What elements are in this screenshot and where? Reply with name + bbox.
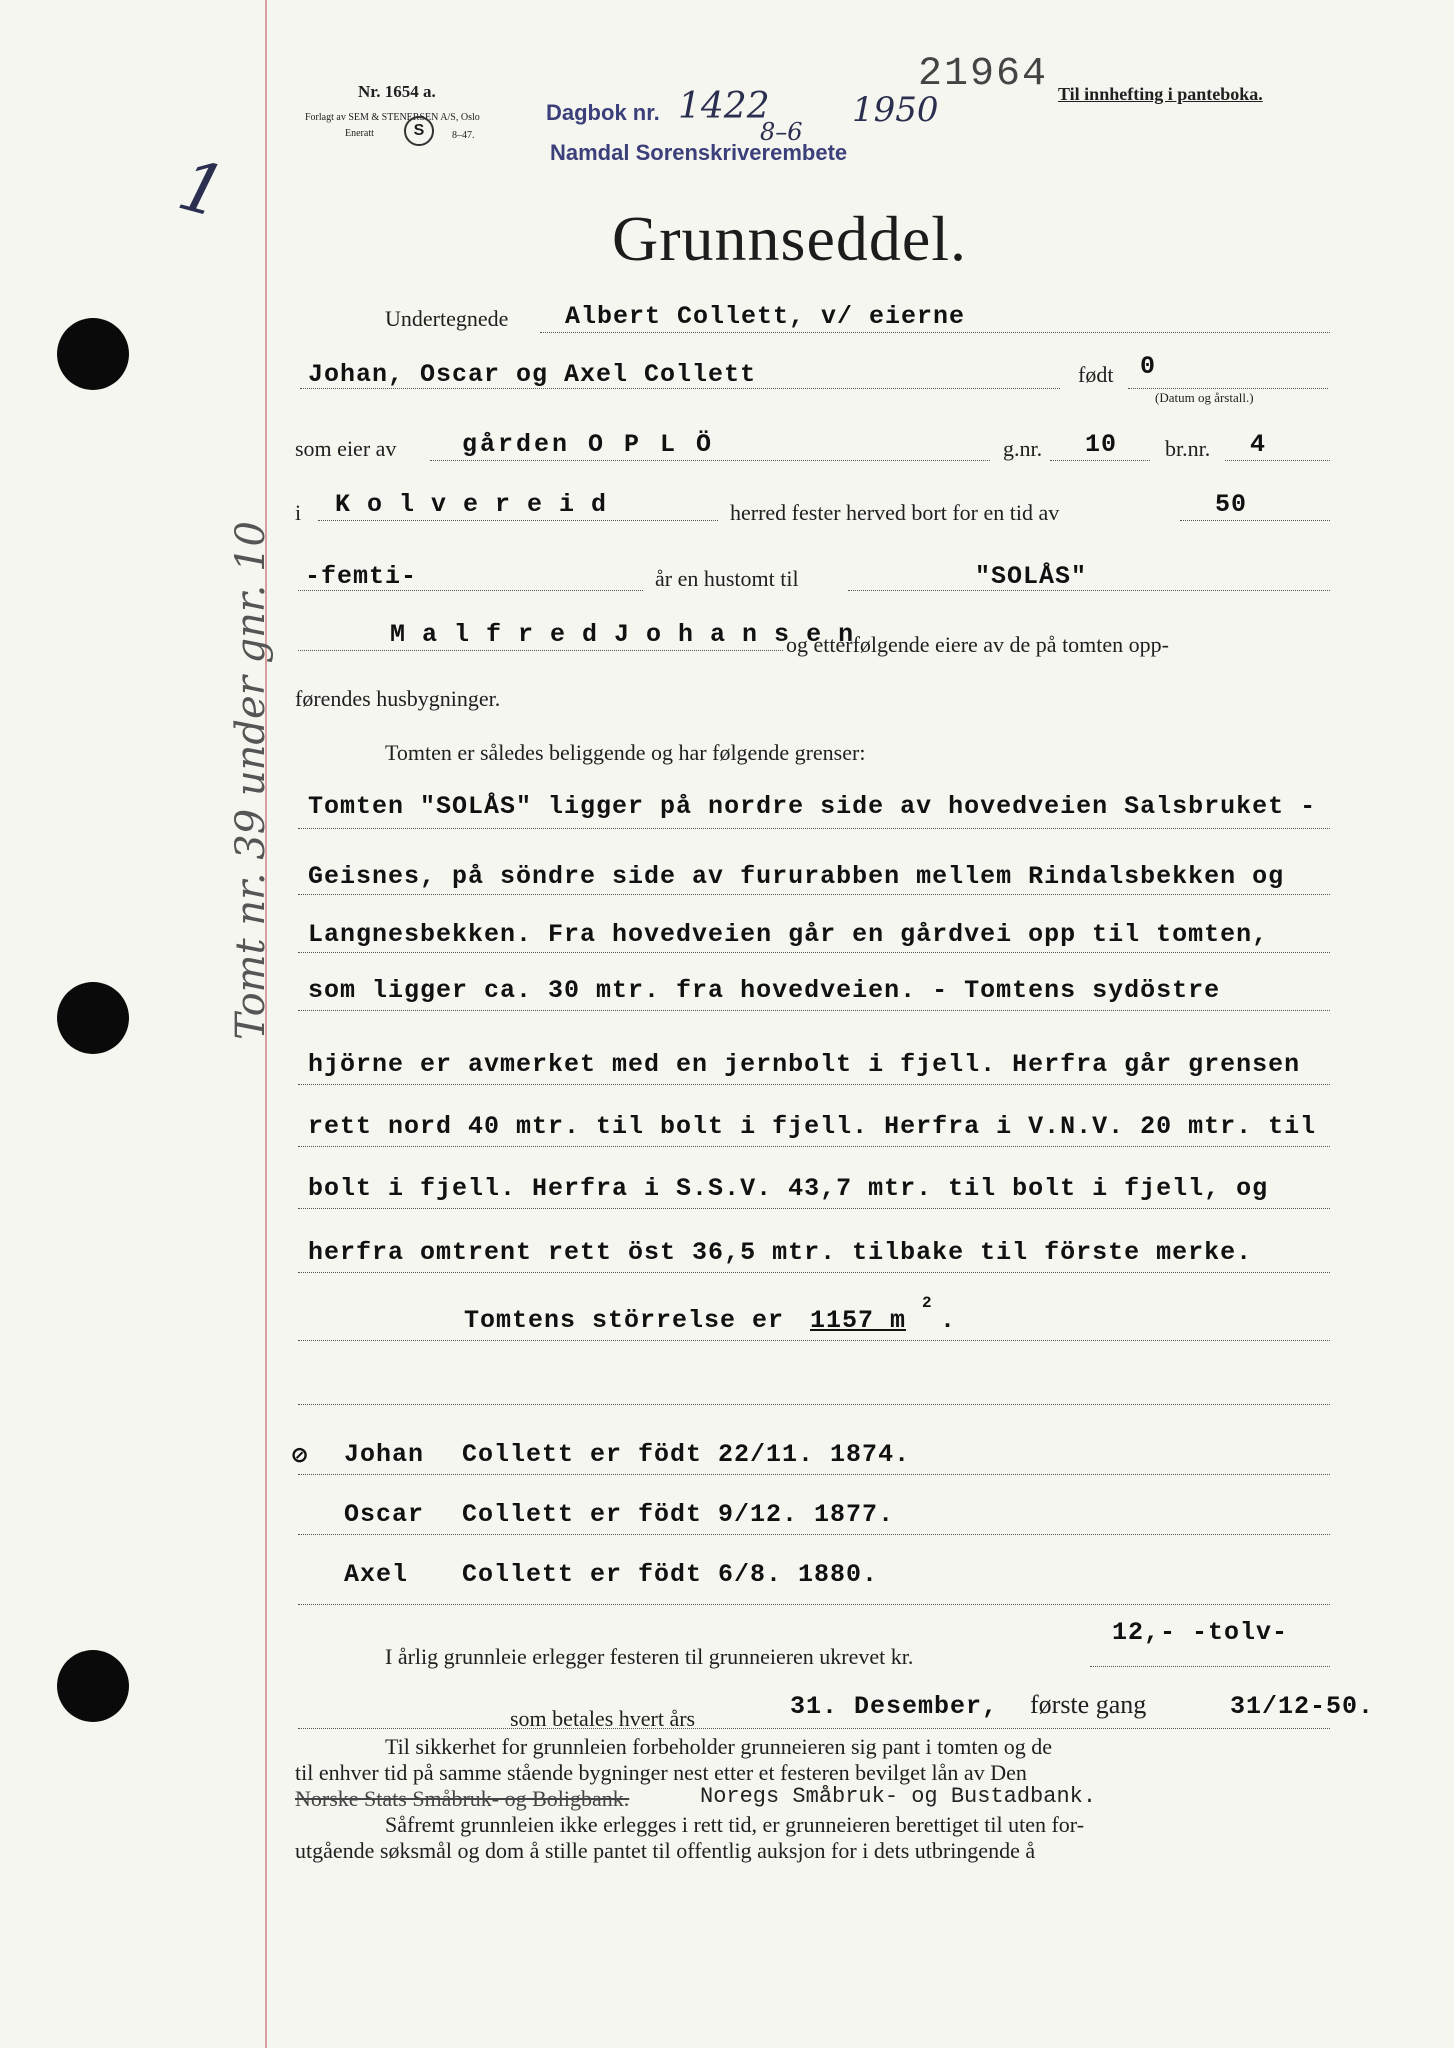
description-line: Tomten "SOLÅS" ligger på nordre side av hovedveien Salsbruket - xyxy=(308,792,1317,821)
footer-struck-bank: Norske Stats Småbruk- og Boligbank. xyxy=(295,1786,630,1811)
i-label: i xyxy=(295,500,302,525)
dotline xyxy=(1225,460,1330,461)
description-line: Geisnes, på söndre side av fururabben mellem Rindalsbekken og xyxy=(308,862,1285,891)
hustomt-label: år en hustomt til xyxy=(655,566,799,591)
document-title: Grunnseddel. xyxy=(612,203,968,274)
dotline xyxy=(318,520,718,521)
birth-name: Oscar xyxy=(344,1500,425,1529)
dotline xyxy=(1090,1666,1330,1667)
dotline xyxy=(298,1534,1330,1535)
size-end: . xyxy=(940,1306,957,1335)
dotline xyxy=(298,828,1330,829)
herred-value: K o l v e r e i d xyxy=(335,490,608,519)
birth-mark: ⊘ xyxy=(292,1442,309,1471)
stamp-year: 1950 xyxy=(852,90,939,130)
fodt-label: født xyxy=(1078,362,1114,387)
dotline xyxy=(298,650,783,651)
dotline xyxy=(1128,388,1328,389)
description-line: bolt i fjell. Herfra i S.S.V. 43,7 mtr. til bolt i fjell, og xyxy=(308,1174,1269,1203)
stamp-dagbok-label: Dagbok nr. xyxy=(546,100,660,125)
size-label: Tomtens störrelse er xyxy=(464,1306,785,1335)
dotline xyxy=(430,460,990,461)
dotline xyxy=(298,1728,1330,1729)
footer-p2-line2: utgående søksmål og dom å stille pantet til offentlig auksjon for i dets utbringende å xyxy=(295,1838,1036,1863)
etterfolgende-label: og etterfølgende eiere av de på tomten opp- xyxy=(786,632,1170,657)
publisher-date: 8–47. xyxy=(452,130,475,141)
years-words: -femti- xyxy=(305,562,418,591)
footer-typed-bank: Noregs Småbruk- og Bustadbank. xyxy=(700,1784,1097,1809)
eier-label: som eier av xyxy=(295,436,397,461)
betales-label: som betales hvert års xyxy=(510,1706,696,1731)
punch-hole-bottom xyxy=(57,1650,129,1722)
margin-note: Tomt nr. 39 under gnr. 10 xyxy=(228,521,274,1040)
tid-value: 50 xyxy=(1215,490,1248,519)
dotline xyxy=(540,332,1330,333)
hustomt-value: "SOLÅS" xyxy=(975,562,1088,591)
datum-label: (Datum og årstall.) xyxy=(1155,390,1254,405)
brnr-value: 4 xyxy=(1250,430,1267,459)
footer-p1-line2: til enhver tid på samme stående bygninger nest etter et festeren bevilget lån av Den xyxy=(295,1760,1027,1785)
til-innhefting: Til innhefting i panteboka. xyxy=(1058,84,1263,104)
punch-hole-top xyxy=(57,318,129,390)
publisher-logo: S xyxy=(404,116,434,146)
husbygninger-label: førendes husbygninger. xyxy=(295,686,501,711)
dotline xyxy=(1050,460,1150,461)
owners-value: Johan, Oscar og Axel Collett xyxy=(308,360,757,389)
birth-name: Axel xyxy=(344,1560,409,1589)
undertegnede-value: Albert Collett, v/ eierne xyxy=(565,302,966,331)
dotline xyxy=(298,1404,1330,1405)
dotline xyxy=(848,590,1330,591)
description-line: hjörne er avmerket med en jernbolt i fjell. Herfra går grensen xyxy=(308,1050,1301,1079)
description-line: rett nord 40 mtr. til bolt i fjell. Herfra i V.N.V. 20 mtr. til xyxy=(308,1112,1317,1141)
dotline xyxy=(298,894,1330,895)
brnr-label: br.nr. xyxy=(1165,436,1211,461)
dotline xyxy=(298,1604,1330,1605)
description-line: Langnesbekken. Fra hovedveien går en gårdvei opp til tomten, xyxy=(308,920,1269,949)
punch-hole-middle xyxy=(57,982,129,1054)
gard-value: gården O P L Ö xyxy=(462,430,715,459)
birth-text: Collett er födt 6/8. 1880. xyxy=(462,1560,879,1589)
dotline xyxy=(298,1146,1330,1147)
margin-number: 1 xyxy=(170,143,235,235)
undertegnede-label: Undertegnede xyxy=(385,306,509,331)
stamp-dagbok-number: 1422 xyxy=(678,86,770,127)
dotline xyxy=(298,1272,1330,1273)
birth-text: Collett er födt 9/12. 1877. xyxy=(462,1500,895,1529)
forste-value: 31/12-50. xyxy=(1230,1692,1375,1721)
dotline xyxy=(298,952,1330,953)
dotline xyxy=(1180,520,1330,521)
size-superscript: 2 xyxy=(922,1294,933,1312)
gnr-value: 10 xyxy=(1085,430,1118,459)
size-value: 1157 m xyxy=(810,1306,907,1335)
fodt-value: 0 xyxy=(1140,352,1157,381)
dotline xyxy=(298,1084,1330,1085)
rent-label: I årlig grunnleie erlegger festeren til grunneieren ukrevet kr. xyxy=(385,1644,914,1669)
footer-p2-line1: Såfremt grunnleien ikke erlegges i rett tid, er grunneieren berettiget til uten for- xyxy=(385,1812,1085,1837)
stamp-office: Namdal Sorenskriverembete xyxy=(550,140,848,165)
forste-label: første gang xyxy=(1030,1690,1147,1719)
birth-text: Collett er födt 22/11. 1874. xyxy=(462,1440,911,1469)
publisher-eneratt: Eneratt xyxy=(345,128,374,139)
form-number: Nr. 1654 a. xyxy=(358,82,436,101)
document-number: 21964 xyxy=(918,52,1049,97)
stamp-date: 8–6 xyxy=(760,118,803,146)
footer-p1-line1: Til sikkerhet for grunnleien forbeholder grunneieren sig pant i tomten og de xyxy=(385,1734,1052,1759)
fester-value: M a l f r e d J o h a n s e n xyxy=(390,620,855,649)
dotline xyxy=(298,1010,1330,1011)
betales-value: 31. Desember, xyxy=(790,1692,999,1721)
herred-label: herred fester herved bort for en tid av xyxy=(730,500,1060,525)
description-line: herfra omtrent rett öst 36,5 mtr. tilbake til förste merke. xyxy=(308,1238,1253,1267)
publisher-line: Forlagt av SEM & STENERSEN A/S, Oslo xyxy=(305,112,480,123)
birth-name: Johan xyxy=(344,1440,425,1469)
dotline xyxy=(298,1340,1330,1341)
rent-value: 12,- -tolv- xyxy=(1112,1618,1289,1647)
dotline xyxy=(298,1208,1330,1209)
dotline xyxy=(300,388,1060,389)
dotline xyxy=(298,1474,1330,1475)
description-line: som ligger ca. 30 mtr. fra hovedveien. - Tomtens sydöstre xyxy=(308,976,1221,1005)
gnr-label: g.nr. xyxy=(1003,436,1043,461)
dotline xyxy=(298,590,643,591)
grenser-label: Tomten er således beliggende og har følgende grenser: xyxy=(385,740,866,765)
